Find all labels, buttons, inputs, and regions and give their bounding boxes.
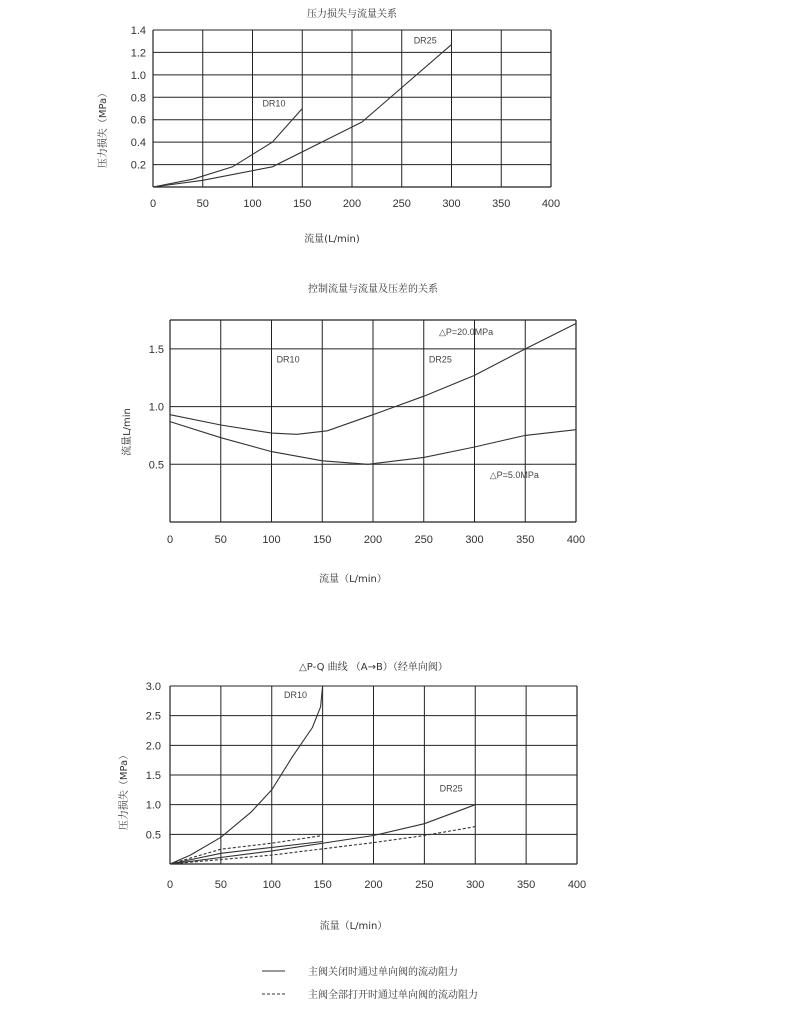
y-tick-label: 3.0 [145, 681, 161, 693]
y-axis-label: 压力损失（MPa） [98, 87, 109, 169]
x-tick-label: 300 [466, 879, 485, 891]
x-tick-label: 350 [516, 534, 535, 546]
x-axis-label: 流量（L/min） [319, 574, 387, 585]
x-tick-label: 100 [262, 534, 281, 546]
y-tick-label: 2.0 [145, 740, 161, 753]
chart-control-flow-vs-flow-and-pressure [120, 282, 585, 585]
y-axis-label: 压力损失（MPa） [119, 749, 130, 831]
x-tick-label: 200 [364, 879, 383, 891]
x-tick-label: 0 [166, 534, 174, 546]
x-tick-label: 0 [149, 198, 157, 210]
x-tick-label: 100 [262, 879, 281, 891]
y-tick-label: 0.2 [130, 159, 146, 172]
y-tick-label: 0.5 [145, 829, 161, 842]
annotation-label: DR10 [276, 354, 300, 365]
y-tick-label: 1.5 [148, 343, 164, 356]
y-tick-label: 1.0 [148, 401, 164, 414]
y-tick-label: 0.4 [130, 137, 146, 150]
x-tick-label: 150 [293, 198, 312, 210]
x-tick-label: 50 [196, 198, 209, 210]
annotation-label: DR10 [262, 98, 286, 109]
x-tick-label: 100 [243, 198, 262, 210]
y-tick-label: 1.0 [130, 69, 146, 82]
y-tick-label: 1.4 [130, 25, 146, 37]
annotation-label: DR25 [439, 783, 463, 794]
chart-dp-q-curve-check-valve [117, 660, 586, 932]
x-axis-label: 流量（L/min） [319, 921, 388, 932]
x-tick-label: 350 [516, 879, 536, 891]
x-tick-label: 250 [415, 879, 434, 891]
x-tick-label: 0 [166, 879, 174, 891]
x-tick-label: 300 [465, 534, 484, 546]
x-tick-label: 400 [541, 198, 561, 210]
y-tick-label: 2.5 [145, 710, 161, 723]
x-tick-label: 150 [313, 879, 332, 891]
x-axis-label: 流量(L/min) [304, 234, 360, 245]
x-tick-label: 250 [414, 534, 433, 546]
legend-dashed-label: 主阀全部打开时通过单向阀的流动阻力 [308, 990, 478, 1001]
annotation-label: DR25 [428, 354, 452, 365]
x-tick-label: 350 [492, 198, 511, 210]
x-tick-label: 200 [363, 534, 383, 546]
chart-title: △P-Q 曲线 （A→B）（经单向阀） [299, 662, 448, 673]
annotation-label: DR25 [413, 35, 437, 46]
y-tick-label: 0.5 [148, 459, 164, 472]
chart-title: 控制流量与流量及压差的关系 [308, 284, 438, 295]
chart-pressure-loss-vs-flow [96, 7, 560, 245]
x-tick-label: 400 [567, 879, 587, 891]
x-tick-label: 250 [392, 198, 411, 210]
legend [262, 965, 478, 1001]
y-tick-label: 1.5 [145, 770, 161, 782]
y-tick-label: 0.8 [130, 92, 146, 105]
annotation-label: DR10 [283, 689, 307, 700]
annotation-label: △P=20.0MPa [438, 327, 494, 338]
x-tick-label: 50 [214, 879, 227, 891]
x-tick-label: 400 [566, 534, 586, 546]
y-tick-label: 0.6 [130, 114, 146, 127]
y-tick-label: 1.2 [130, 47, 146, 60]
annotation-label: △P=5.0MPa [489, 470, 539, 481]
y-tick-label: 1.0 [145, 799, 161, 812]
x-tick-label: 300 [442, 198, 461, 210]
x-tick-label: 50 [214, 534, 227, 546]
chart-title: 压力损失与流量关系 [307, 9, 397, 20]
y-axis-label: 流量L/min [122, 408, 133, 456]
legend-solid-label: 主阀关闭时通过单向阀的流动阻力 [308, 967, 458, 978]
x-tick-label: 150 [313, 534, 332, 546]
x-tick-label: 200 [342, 198, 362, 210]
